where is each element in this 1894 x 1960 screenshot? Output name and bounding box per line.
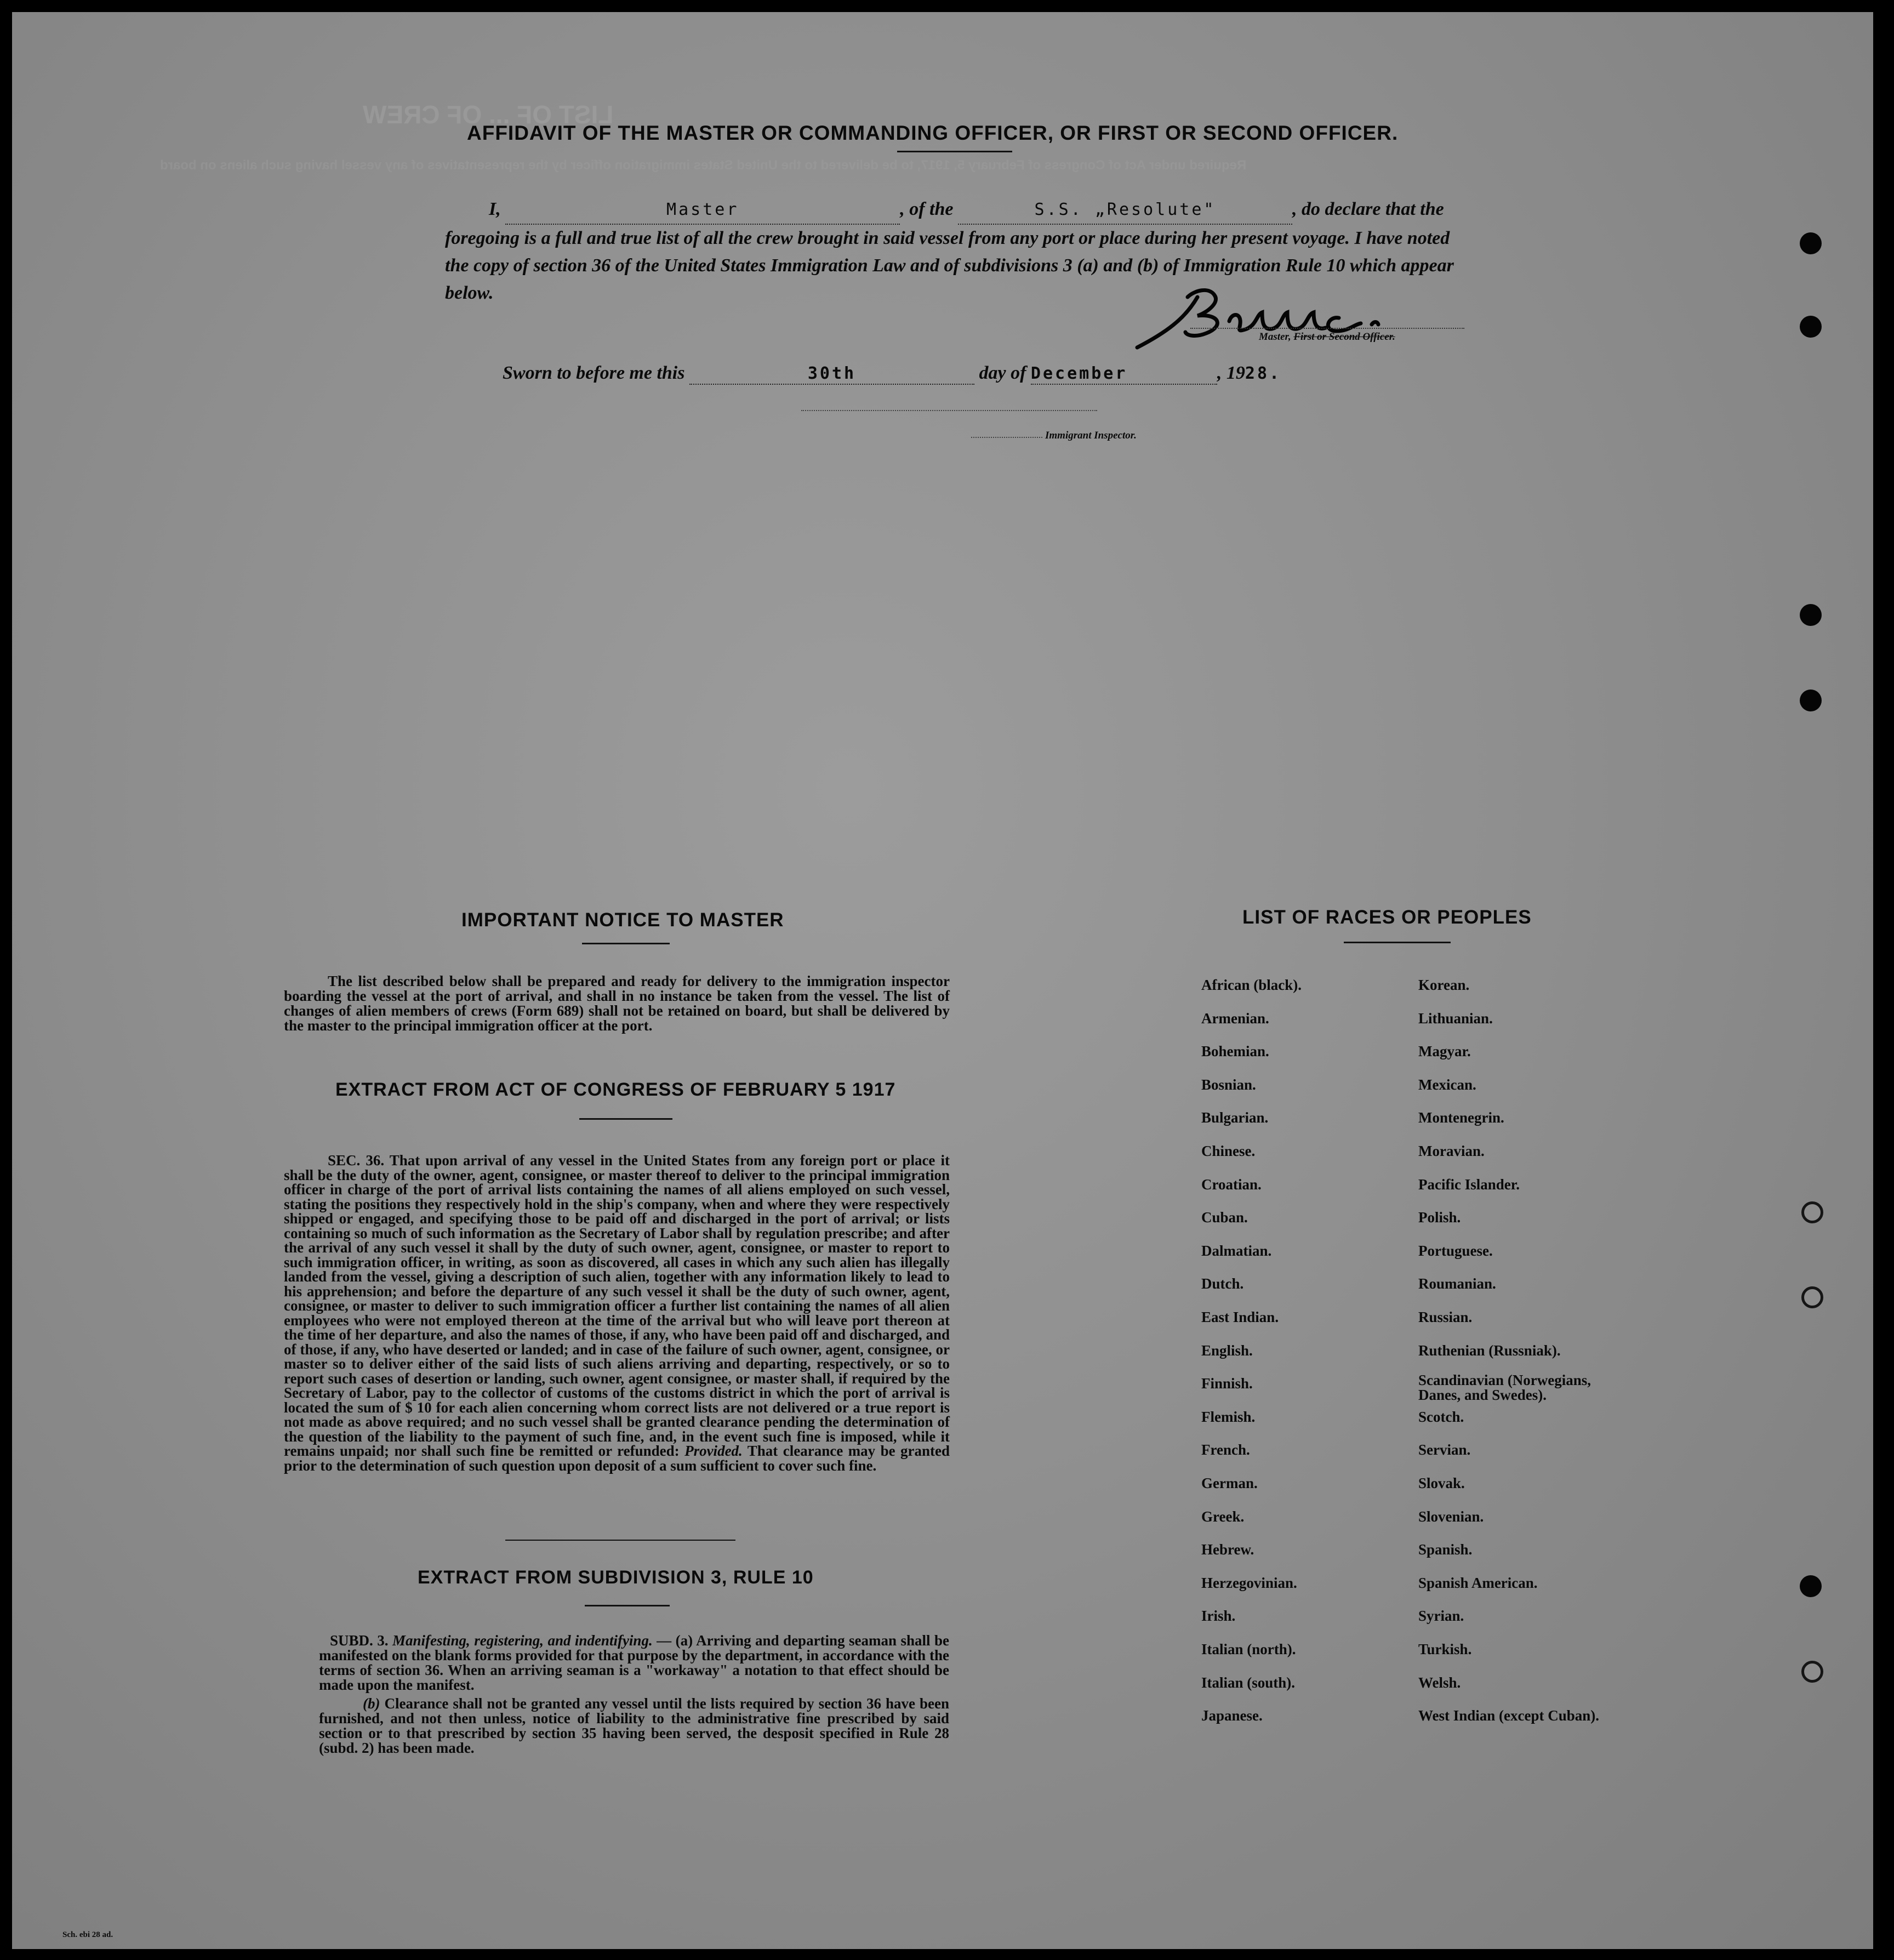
affidavit-title-rule xyxy=(897,151,1012,152)
race-item: Montenegrin. xyxy=(1418,1109,1504,1126)
affidavit-of-the-label: , of the xyxy=(900,199,954,219)
affidavit-declare-label: , do declare xyxy=(1292,199,1381,219)
race-item: East Indian. xyxy=(1201,1309,1279,1325)
race-item: Portuguese. xyxy=(1418,1243,1493,1259)
race-item: French. xyxy=(1201,1441,1250,1458)
sworn-day-field: 30th xyxy=(807,364,857,383)
punch-hole xyxy=(1800,1575,1822,1597)
punch-hole xyxy=(1801,1201,1823,1223)
race-item: Ruthenian (Russniak). xyxy=(1418,1342,1561,1359)
race-item: Slovak. xyxy=(1418,1475,1465,1491)
race-item: Flemish. xyxy=(1201,1409,1256,1425)
sworn-line xyxy=(503,363,1281,385)
race-item: Japanese. xyxy=(1201,1707,1263,1724)
race-item: Slovenian. xyxy=(1418,1508,1484,1525)
punch-hole xyxy=(1800,604,1822,626)
extract-rule-title-rule xyxy=(585,1605,670,1606)
race-item: Greek. xyxy=(1201,1508,1245,1525)
subd-heading: Manifesting, registering, and indentifying. xyxy=(392,1632,653,1649)
races-title: LIST OF RACES OR PEOPLES xyxy=(1242,907,1532,928)
punch-hole xyxy=(1800,316,1822,338)
extract-rule-text-b xyxy=(319,1696,949,1756)
race-item: Bosnian. xyxy=(1201,1076,1256,1093)
day-of-label: day of xyxy=(979,363,1026,383)
race-item: Servian. xyxy=(1418,1441,1471,1458)
extract-rule-text xyxy=(319,1633,949,1693)
race-item: Irish. xyxy=(1201,1608,1236,1624)
race-item: Moravian. xyxy=(1418,1143,1485,1159)
subd-label: SUBD. 3. xyxy=(330,1632,389,1649)
race-item: Italian (north). xyxy=(1201,1641,1296,1657)
punch-hole xyxy=(1800,690,1822,711)
race-item: Dalmatian. xyxy=(1201,1243,1272,1259)
extract-act-title-rule xyxy=(579,1118,672,1120)
notice-text: The list described below shall be prepared and ready for delivery to the immigration inspector boarding the vessel at the port of arrival, and shall in no instance be taken from the vessel. The list of changes of alien members of crews (Form 689) shall not be retained on board, but shall be delivered by the master to the principal immigration officer at the port. xyxy=(284,973,950,1034)
provided-word: Provided. xyxy=(684,1443,743,1459)
sworn-year-field: 28. xyxy=(1245,364,1282,383)
race-item: Turkish. xyxy=(1418,1641,1472,1657)
affidavit-i-label: I, xyxy=(489,199,501,219)
sworn-label: Sworn to before me this xyxy=(503,363,685,383)
race-item: Cuban. xyxy=(1201,1209,1248,1226)
race-item: Magyar. xyxy=(1418,1043,1471,1059)
subd-para-b: Clearance shall not be granted any vessel until the lists required by section 36 have been furnished, and not then unless, notice of liability to the administrative fine prescribed by said section or to that prescribed by section 35 having been served, the desposit specified in Rule 28 (subd. 2) has been made. xyxy=(319,1695,949,1756)
extract-act-text xyxy=(284,1153,950,1473)
year-prefix: , 19 xyxy=(1217,363,1245,383)
race-item: German. xyxy=(1201,1475,1258,1491)
race-item: Hebrew. xyxy=(1201,1541,1254,1558)
bleed-through-subheader: Required under Act of Congress of February 5, 1917, to be delivered to the United States immigration officer by the representatives of any vessel having such aliens on board xyxy=(160,158,1247,173)
signature-line xyxy=(1190,327,1464,329)
inspector-signature-line xyxy=(801,409,1097,411)
race-item: Armenian. xyxy=(1201,1010,1269,1027)
sec-36-text-after: That clearance may be granted prior to the determination of such question upon deposit of a sum sufficient to cover such fine. xyxy=(284,1443,950,1474)
extract-rule-title: EXTRACT FROM SUBDIVISION 3, RULE 10 xyxy=(418,1567,814,1588)
race-item: Bohemian. xyxy=(1201,1043,1269,1059)
race-item: Finnish. xyxy=(1201,1375,1253,1392)
inspector-label: Immigrant Inspector. xyxy=(1045,430,1137,441)
race-item: Mexican. xyxy=(1418,1076,1476,1093)
punch-hole xyxy=(1801,1286,1823,1308)
extract-act-title: EXTRACT FROM ACT OF CONGRESS OF FEBRUARY 5 1917 xyxy=(335,1079,896,1100)
race-item: Croatian. xyxy=(1201,1176,1262,1193)
signature-caption-struck: First or Second Officer. xyxy=(1293,331,1395,343)
race-item: Polish. xyxy=(1418,1209,1461,1226)
race-item: Pacific Islander. xyxy=(1418,1176,1520,1193)
affidavit-title: AFFIDAVIT OF THE MASTER OR COMMANDING OFFICER, OR FIRST OR SECOND OFFICER. xyxy=(467,122,1399,144)
affidavit-declaration-text: that the foregoing is a full and true list of all the crew brought in said vessel from any port or place during her present voyage. I have noted the copy of section 36 of the United States Immigration Law and of subdivisions 3 (a) and (b) of Immigration Rule 10 which appear below. xyxy=(445,199,1454,303)
race-item: Dutch. xyxy=(1201,1275,1244,1292)
extract-act-end-rule xyxy=(505,1540,735,1541)
notice-title-rule xyxy=(582,943,670,944)
race-item: Italian (south). xyxy=(1201,1674,1296,1691)
race-item: Korean. xyxy=(1418,977,1470,993)
race-item: Herzegovinian. xyxy=(1201,1575,1297,1591)
race-item: Scotch. xyxy=(1418,1409,1464,1425)
signature-caption-master: Master, xyxy=(1259,331,1291,343)
race-item: English. xyxy=(1201,1342,1253,1359)
document-scan xyxy=(12,12,1873,1949)
race-item: Roumanian. xyxy=(1418,1275,1496,1292)
race-item: Lithuanian. xyxy=(1418,1010,1493,1027)
race-item: Bulgarian. xyxy=(1201,1109,1269,1126)
race-item: Spanish American. xyxy=(1418,1575,1538,1591)
vessel-name-field: S.S. „Resolute" xyxy=(1034,200,1216,219)
subd-para-b-label: (b) xyxy=(363,1695,380,1712)
races-title-rule xyxy=(1344,942,1451,943)
race-item: Scandinavian (Norwegians, Danes, and Swedes). xyxy=(1418,1372,1591,1403)
sec-36-text: SEC. 36. That upon arrival of any vessel in the United States from any foreign port or place it shall be the duty of the owner, agent, consignee, or master thereof to deliver to the principal immigration officer in charge of the port of arrival lists containing the names of all aliens employed on such vessel, stating the positions they respectively hold in the ship's company, when and where they were respectively shipped or engaged, and specifying those to be paid off and discharged in the port of arrival; or lists containing so much of such information as the Secretary of Labor shall by regulation prescribe; and after the arrival of any such vessel it shall by the duty of such owner, agent, consignee, or master to report to such immigration officer, in writing, as soon as discovered, all cases in which any such alien has illegally landed from the vessel, giving a description of such alien, together with any information likely to lead to his apprehension; and before the departure of any such vessel it shall be the duty of such owner, agent, consignee, or master to deliver to such immigration officer a further list containing the names of all alien employees who were not employed thereon at the time of the arrival but who will leave port thereon at the time of her departure, and also the names of those, if any, who have been paid off and discharged, and of those, if any, who have deserted or landed; and in case of the failure of such owner, agent, consignee, or master so to deliver either of the said lists of such aliens arriving and departing, respectively, or so to report such cases of desertion or landing, such owner, agent consignee, or master shall, if required by the Secretary of Labor, pay to the collector of customs of the customs district in which the port of arrival is located the sum of $ 10 for each alien concerning whom correct lists are not delivered or a true report is not made as above required; and no such vessel shall be granted clearance pending the determination of the question of the liability to the payment of such fine, and, in the event such fine is imposed, while it remains unpaid; nor shall such fine be remitted or refunded: xyxy=(284,1152,950,1459)
signature-caption xyxy=(1259,331,1395,343)
officer-title-field: Master xyxy=(666,200,739,219)
bleed-through-header: LIST OF ... OF CREW xyxy=(363,100,614,129)
form-code: Sch. ebi 28 ad. xyxy=(62,1930,113,1939)
sworn-month-field: December xyxy=(1030,364,1128,383)
subd-para-a: — (a) Arriving and departing seaman shall be manifested on the blank forms provided for that purpose by the department, in accordance with the terms of section 36. When an arriving seaman is a "workaway" a notation to that effect should be made upon the manifest. xyxy=(319,1632,949,1693)
race-item: African (black). xyxy=(1201,977,1302,993)
race-item: Syrian. xyxy=(1418,1608,1464,1624)
inspector-label-line xyxy=(971,436,1042,438)
race-item: Russian. xyxy=(1418,1309,1473,1325)
race-item: Welsh. xyxy=(1418,1674,1461,1691)
race-item: West Indian (except Cuban). xyxy=(1418,1707,1600,1724)
notice-title: IMPORTANT NOTICE TO MASTER xyxy=(461,909,784,931)
race-item: Chinese. xyxy=(1201,1143,1256,1159)
punch-hole xyxy=(1800,232,1822,254)
race-item: Spanish. xyxy=(1418,1541,1473,1558)
punch-hole xyxy=(1801,1661,1823,1683)
